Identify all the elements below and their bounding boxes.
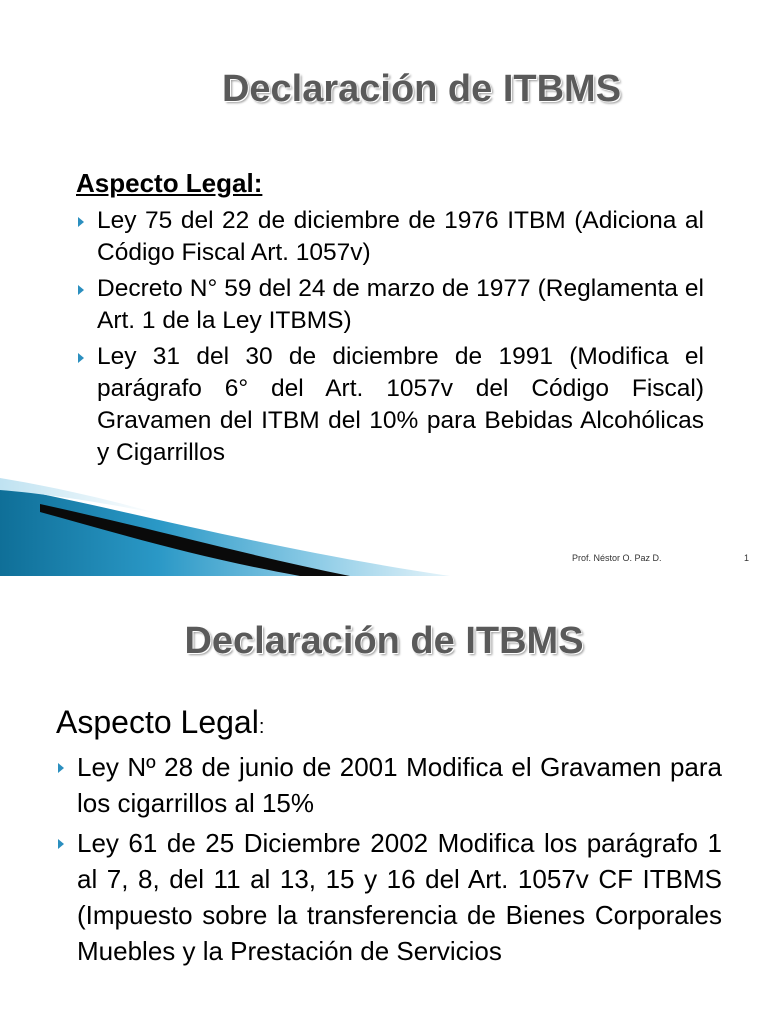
bullet-arrow-icon: [58, 839, 64, 849]
footer-author: Prof. Néstor O. Paz D.: [572, 553, 662, 563]
slide-separator: [0, 576, 768, 584]
bullet-list: [76, 205, 704, 473]
slide-title: Declaración de ITBMS: [184, 620, 584, 662]
bullet-list: [56, 749, 722, 973]
list-item: [56, 825, 722, 969]
bullet-arrow-icon: [78, 285, 84, 295]
slide-2: [0, 584, 768, 1024]
list-item-text: Ley 75 del 22 de diciembre de 1976 ITBM (Adiciona al Código Fiscal Art. 1057v): [97, 207, 704, 266]
bullet-arrow-icon: [78, 217, 84, 227]
list-item-text: Ley 31 del 30 de diciembre de 1991 (Modifica el parágrafo 6° del Art. 1057v del Código Fiscal) Gravamen del ITBM del 10% para Bebidas Alcohólicas y Cigarrillos: [97, 343, 704, 466]
swoosh-blue-band: [0, 486, 450, 576]
list-item: [76, 341, 704, 469]
list-item: [56, 749, 722, 821]
bullet-arrow-icon: [58, 763, 64, 773]
list-item-text: Ley Nº 28 de junio de 2001 Modifica el Gravamen para los cigarrillos al 15%: [77, 752, 722, 818]
list-item: [76, 273, 704, 337]
page-number: 1: [744, 553, 750, 563]
list-item: [76, 205, 704, 269]
section-heading-text: Aspecto Legal: [56, 704, 259, 740]
bullet-arrow-icon: [78, 353, 84, 363]
section-heading: [56, 704, 264, 741]
list-item-text: Decreto N° 59 del 24 de marzo de 1977 (Reglamenta el Art. 1 de la Ley ITBMS): [97, 275, 704, 334]
section-heading-colon: :: [258, 716, 265, 738]
section-heading: Aspecto Legal:: [76, 168, 263, 198]
list-item-text: Ley 61 de 25 Diciembre 2002 Modifica los parágrafo 1 al 7, 8, del 11 al 13, 15 y 16 del Art. 1057v CF ITBMS (Impuesto sobre la transferencia de Bienes Corporales Muebles y la Prestación de Servicios: [77, 828, 722, 966]
slide-title: Declaración de ITBMS: [221, 68, 622, 110]
